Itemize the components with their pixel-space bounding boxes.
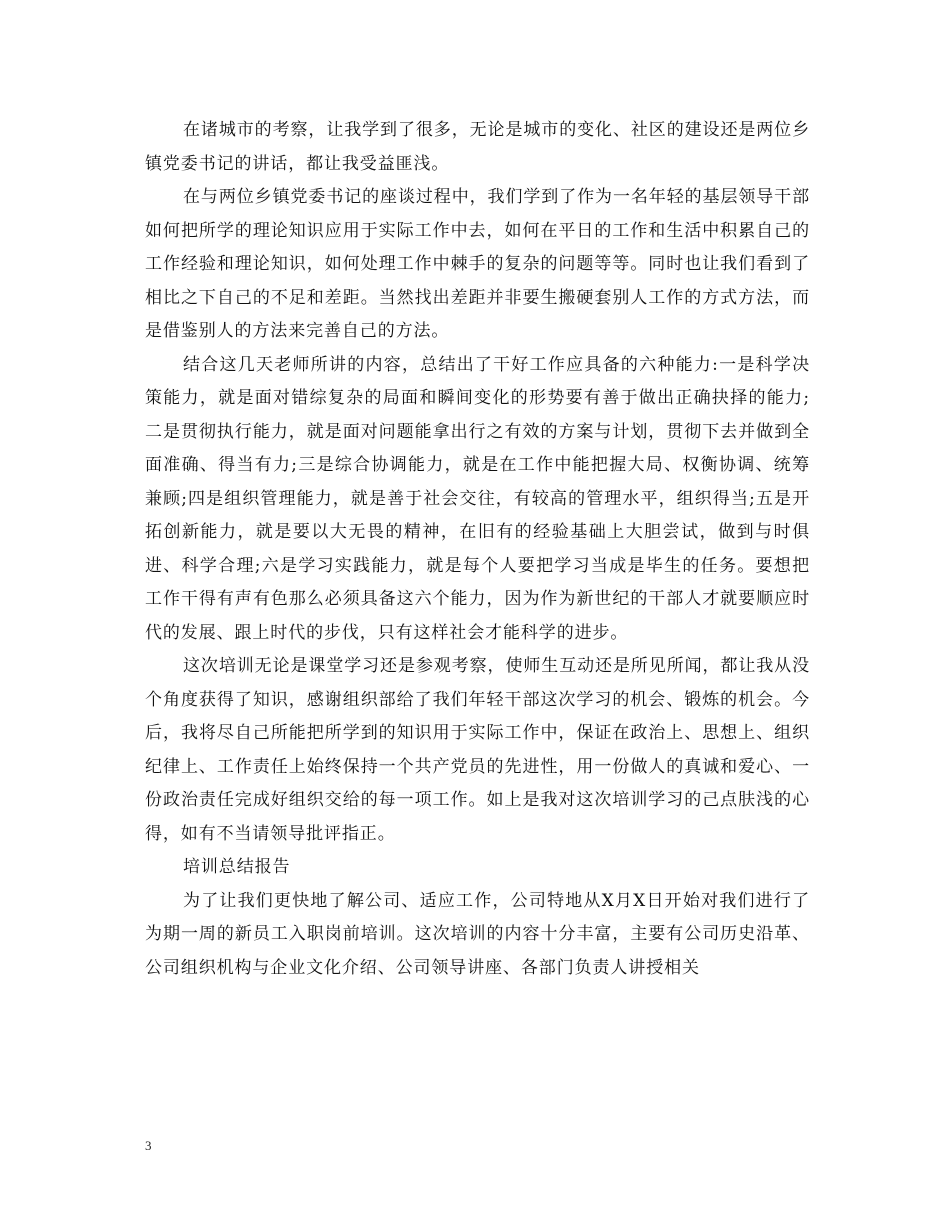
paragraph-inspection: 在诸城市的考察，让我学到了很多，无论是城市的变化、社区的建设还是两位乡镇党委书记的讲话，都让我受益匪浅。 [145, 120, 810, 174]
paragraph-training-intro: 为了让我们更快地了解公司、适应工作，公司特地从X月X日开始对我们进行了为期一周的新员工入职岗前培训。这次培训的内容十分丰富，主要有公司历史沿革、公司组织机构与企业文化介绍、公司领导讲座、各部门负责人讲授相关 [145, 890, 810, 978]
paragraph-discussion: 在与两位乡镇党委书记的座谈过程中，我们学到了作为一名年轻的基层领导干部如何把所学的理论知识应用于实际工作中去，如何在平日的工作和生活中积累自己的工作经验和理论知识，如何处理工作中棘手的复杂的问题等等。同时也让我们看到了相比之下自己的不足和差距。当然找出差距并非要生搬硬套别人工作的方式方法，而是借鉴别人的方法来完善自己的方法。 [145, 187, 810, 341]
document-body [145, 114, 810, 985]
page-number: 3 [145, 1138, 152, 1153]
paragraph-conclusion: 这次培训无论是课堂学习还是参观考察，使师生互动还是所见所闻，都让我从没个角度获得了知识，感谢组织部给了我们年轻干部这次学习的机会、锻炼的机会。今后，我将尽自己所能把所学到的知识用于实际工作中，保证在政治上、思想上、组织纪律上、工作责任上始终保持一个共产党员的先进性，用一份做人的真诚和爱心、一份政治责任完成好组织交给的每一项工作。如上是我对这次培训学习的己点肤浅的心得，如有不当请领导批评指正。 [145, 656, 810, 844]
paragraph-six-abilities: 结合这几天老师所讲的内容，总结出了干好工作应具备的六种能力:一是科学决策能力，就是面对错综复杂的局面和瞬间变化的形势要有善于做出正确抉择的能力;二是贯彻执行能力，就是面对问题能拿出行之有效的方案与计划，贯彻下去并做到全面准确、得当有力;三是综合协调能力，就是在工作中能把握大局、权衡协调、统筹兼顾;四是组织管理能力，就是善于社会交往，有较高的管理水平，组织得当;五是开拓创新能力，就是要以大无畏的精神，在旧有的经验基础上大胆尝试，做到与时俱进、科学合理;六是学习实践能力，就是每个人要把学习当成是毕生的任务。要想把工作干得有声有色那么必须具备这六个能力，因为作为新世纪的干部人才就要顺应时代的发展、跟上时代的步伐，只有这样社会才能科学的进步。 [145, 354, 810, 643]
section-heading: 培训总结报告 [183, 857, 291, 877]
